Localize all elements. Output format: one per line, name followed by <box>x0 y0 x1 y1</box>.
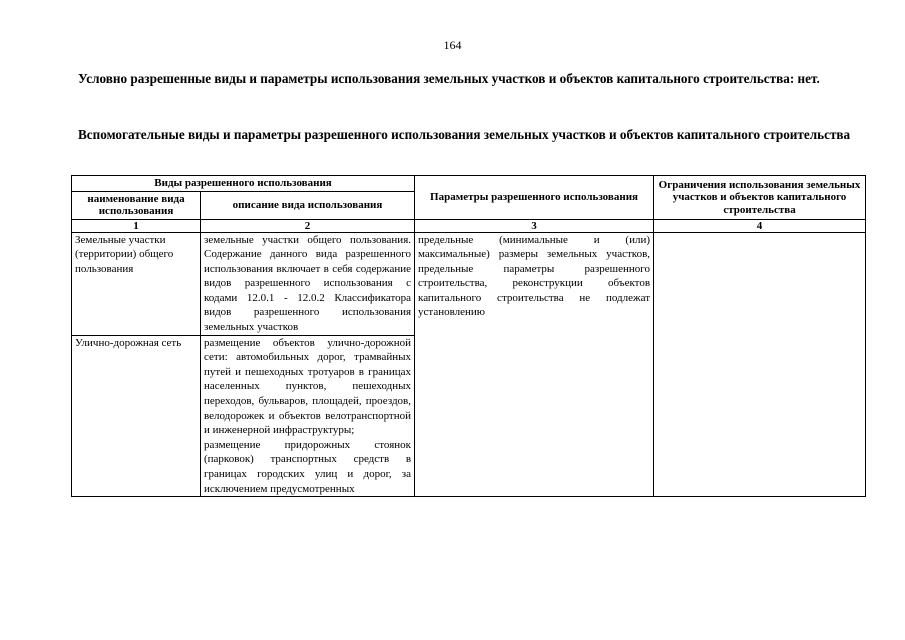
header-use-name: наименование вида использования <box>72 191 201 219</box>
header-params: Параметры разрешенного использования <box>415 176 654 220</box>
use-name-cell: Улично-дорожная сеть <box>72 335 201 497</box>
params-cell: предельные (минимальные и (или) максимальные) размеры земельных участков, предельные параметры разрешенного строительства, реконструкции объектов капитального строительства не подлежат установлению <box>415 232 654 497</box>
table-header-row-1 <box>72 176 866 192</box>
use-description-cell: земельные участки общего пользования. Содержание данного вида разрешенного использования включает в себя содержание видов разрешенного использования с кодами 12.0.1 - 12.0.2 Классификатора видов разрешенного использования земельных участков <box>201 232 415 335</box>
land-use-table <box>71 175 866 497</box>
limits-cell <box>654 232 866 497</box>
header-limits: Ограничения использования земельных участков и объектов капитального строительства <box>654 176 866 220</box>
table-row <box>72 232 866 335</box>
use-description-part: размещение объектов улично-дорожной сети: автомобильных дорог, трамвайных путей и пешеходных тротуаров в границах населенных пунктов, пешеходных переходов, бульваров, площадей, проездов, велодорожек и объектов велотранспортной и инженерной инфраструктуры; <box>204 336 412 437</box>
column-number: 1 <box>72 219 201 232</box>
page-number: 164 <box>443 38 462 52</box>
use-name-cell: Земельные участки (территории) общего пользования <box>72 232 201 335</box>
column-number: 4 <box>654 219 866 232</box>
header-use-types: Виды разрешенного использования <box>72 176 415 192</box>
auxiliary-use-heading: Вспомогательные виды и параметры разрешенного использования земельных участков и объектов капитального строительства <box>78 127 851 142</box>
use-description-part: размещение придорожных стоянок (парковок) транспортных средств в границах городских улиц и дорог, за исключением предусмотренных <box>204 438 412 495</box>
column-number-row <box>72 219 866 232</box>
header-use-description: описание вида использования <box>201 191 415 219</box>
column-number: 3 <box>415 219 654 232</box>
conditional-use-paragraph: Условно разрешенные виды и параметры использования земельных участков и объектов капитального строительства: нет. <box>78 71 820 86</box>
column-number: 2 <box>201 219 415 232</box>
use-description-cell <box>201 335 415 497</box>
